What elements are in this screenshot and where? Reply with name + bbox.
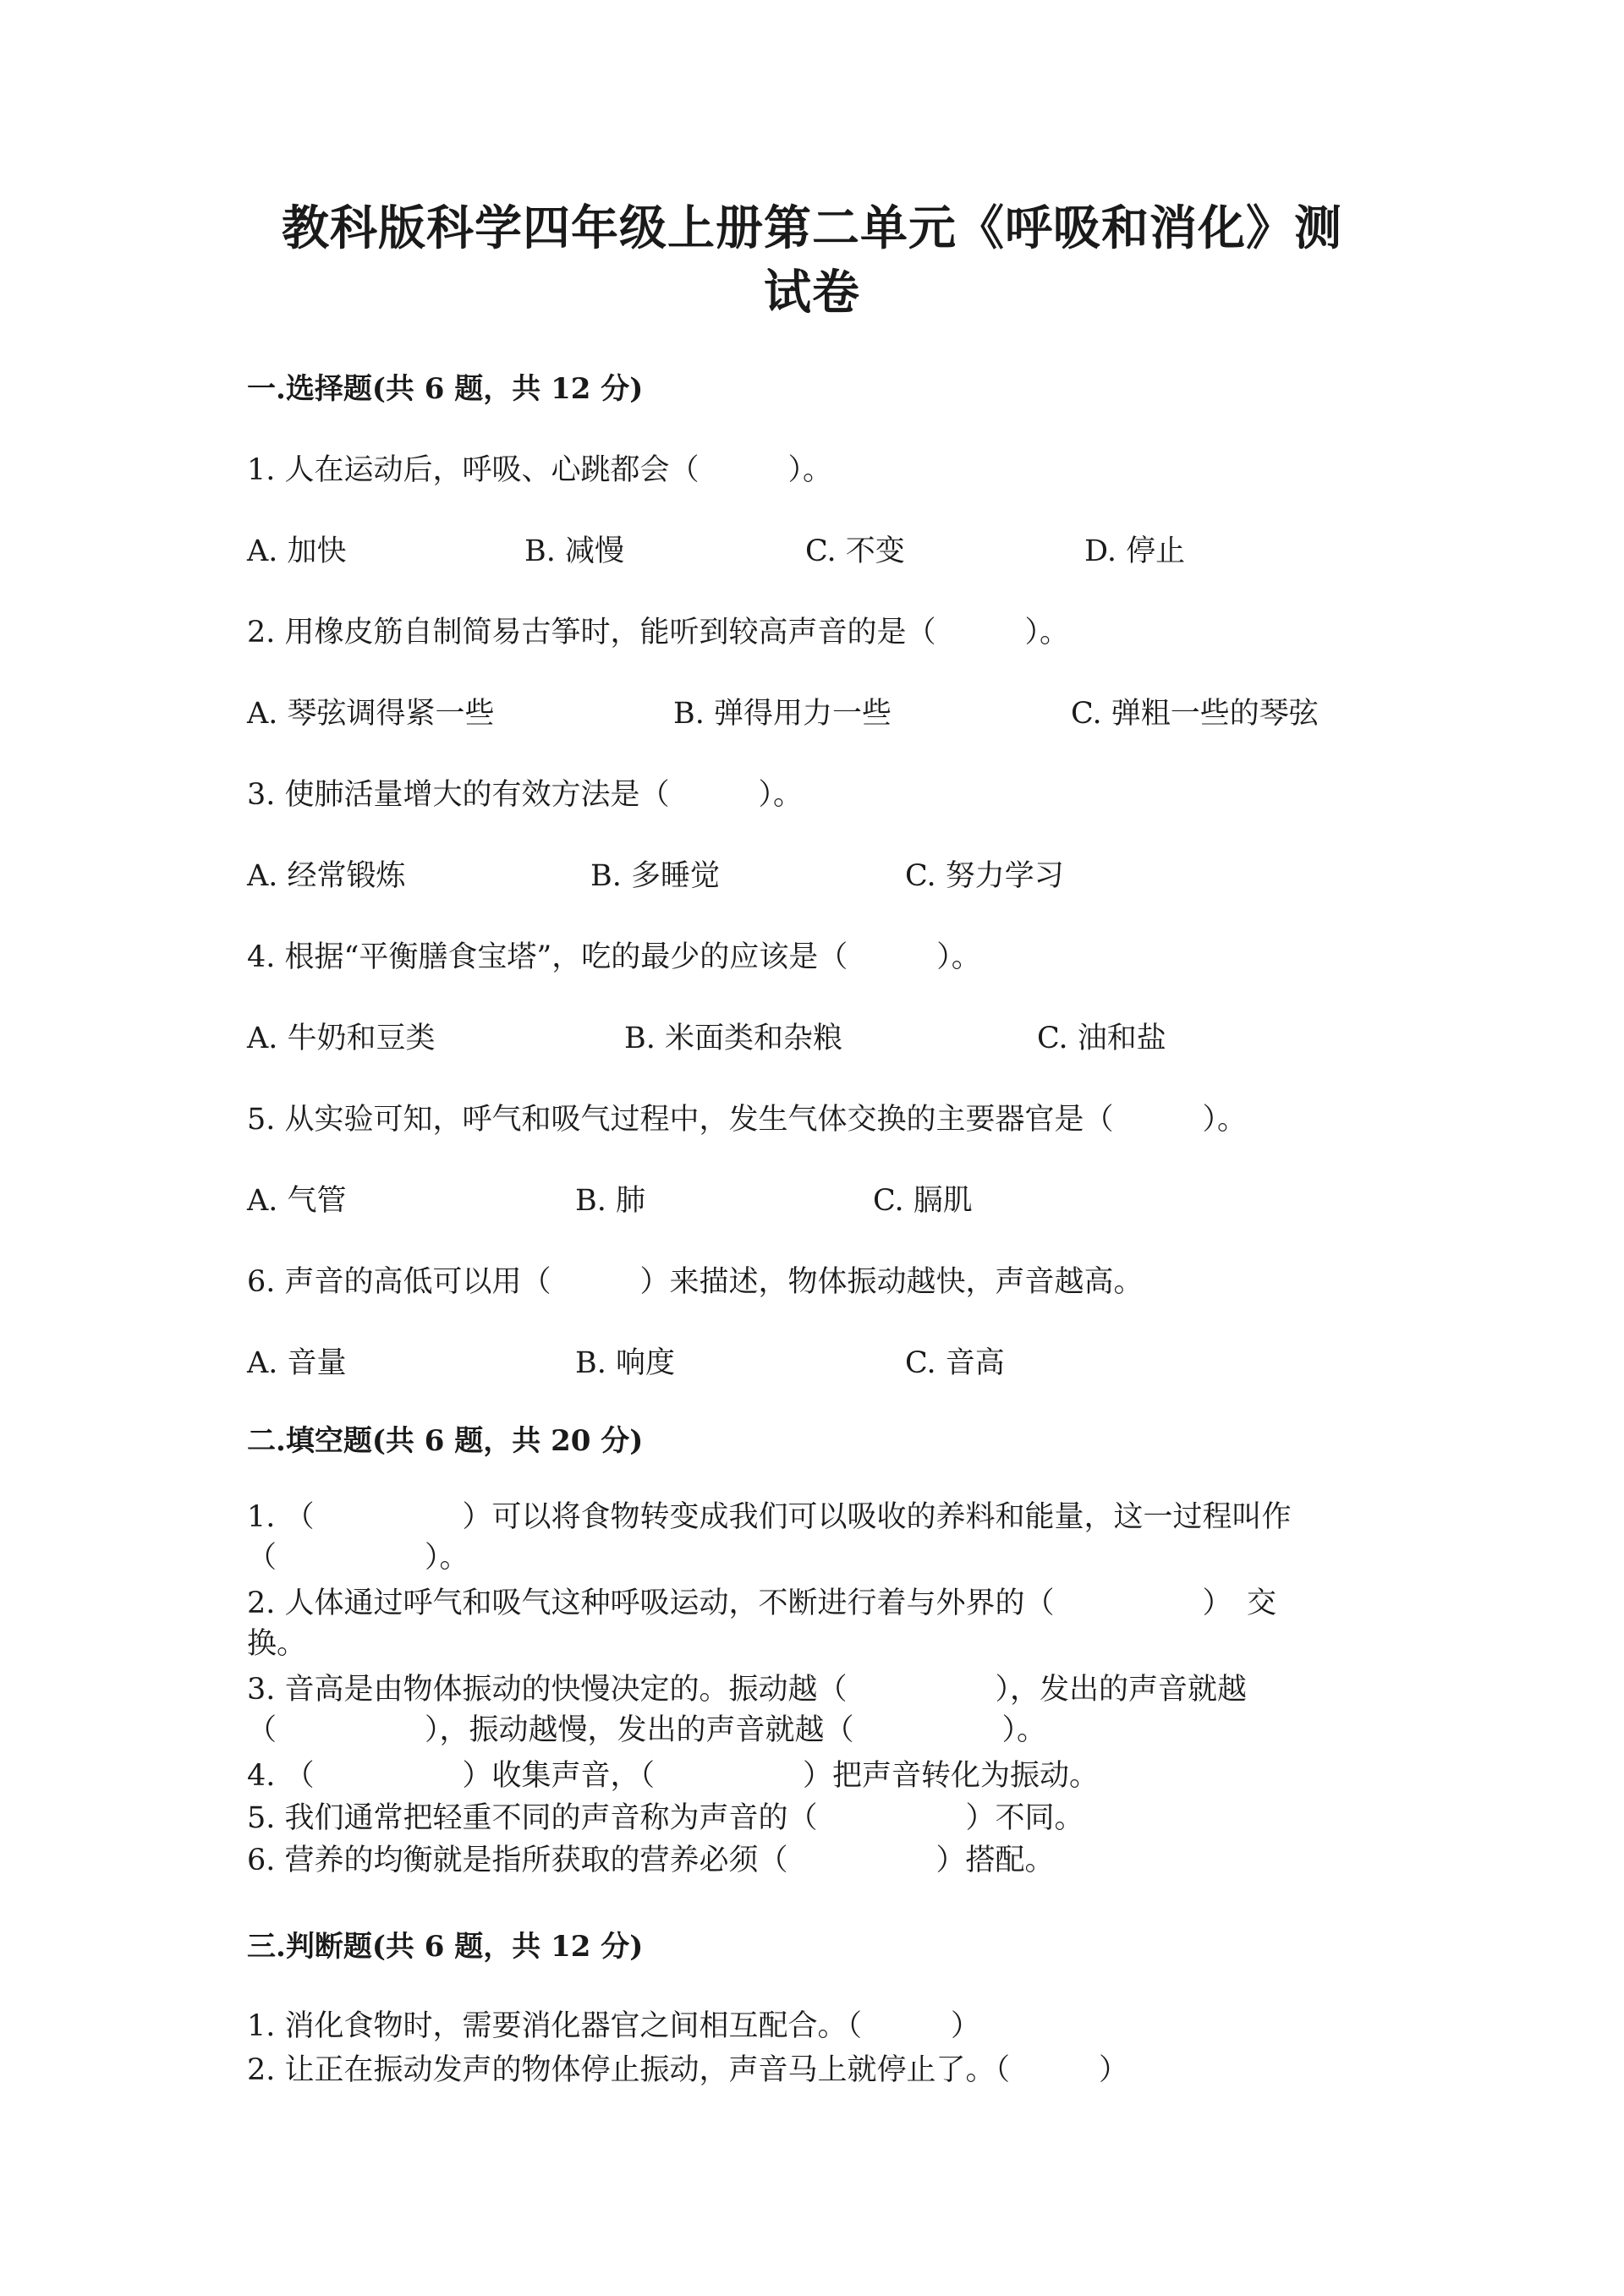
choice-q2-option-b: B. 弹得用力一些 [673, 697, 892, 731]
choice-q5-option-b: B. 肺 [575, 1184, 645, 1218]
choice-q6-option-a: A. 音量 [247, 1346, 347, 1380]
choice-q5-option-a: A. 气管 [247, 1184, 347, 1218]
fill-line-4: 4. （ ）收集声音，（ ）把声音转化为振动。 [247, 1759, 1100, 1793]
fill-line-3: 3. 音高是由物体振动的快慢决定的。振动越（ ），发出的声音就越 [247, 1673, 1248, 1707]
choice-q3-option-b: B. 多睡觉 [590, 859, 720, 893]
choice-question-3: 3. 使肺活量增大的有效方法是（ ）。 [247, 778, 804, 812]
fill-line-3-cont: （ ），振动越慢，发出的声音就越（ ）。 [247, 1713, 1047, 1747]
fill-line-1: 1. （ ）可以将食物转变成我们可以吸收的养料和能量，这一过程叫作 [247, 1500, 1292, 1534]
choice-q4-option-a: A. 牛奶和豆类 [247, 1022, 436, 1055]
choice-q1-option-b: B. 减慢 [524, 534, 624, 568]
choice-q1-option-d: D. 停止 [1084, 534, 1186, 568]
choice-q5-option-c: C. 膈肌 [873, 1184, 973, 1218]
judge-line-1: 1. 消化食物时，需要消化器官之间相互配合。（ ） [247, 2009, 981, 2043]
choice-question-1: 1. 人在运动后，呼吸、心跳都会（ ）。 [247, 453, 833, 487]
choice-q6-option-b: B. 响度 [575, 1346, 675, 1380]
fill-line-6: 6. 营养的均衡就是指所获取的营养必须（ ）搭配。 [247, 1844, 1055, 1877]
choice-question-2: 2. 用橡皮筋自制简易古筝时，能听到较高声音的是（ ）。 [247, 616, 1070, 649]
choice-q4-option-b: B. 米面类和杂粮 [624, 1022, 842, 1055]
choice-q3-option-c: C. 努力学习 [905, 859, 1064, 893]
fill-line-1-cont: （ ）。 [247, 1541, 469, 1575]
choice-q6-option-c: C. 音高 [905, 1346, 1005, 1380]
choice-q4-option-c: C. 油和盐 [1037, 1022, 1166, 1055]
choice-q1-option-a: A. 加快 [247, 534, 347, 568]
fill-line-2: 2. 人体通过呼气和吸气这种呼吸运动，不断进行着与外界的（ ） 交 [247, 1586, 1277, 1620]
choice-q3-option-a: A. 经常锻炼 [247, 859, 406, 893]
section-heading-judge: 三.判断题(共 6 题，共 12 分) [247, 1930, 644, 1964]
fill-line-5: 5. 我们通常把轻重不同的声音称为声音的（ ）不同。 [247, 1801, 1084, 1835]
choice-q2-option-a: A. 琴弦调得紧一些 [247, 697, 495, 731]
choice-question-4: 4. 根据“平衡膳食宝塔”，吃的最少的应该是（ ）。 [247, 940, 981, 974]
choice-q2-option-c: C. 弹粗一些的琴弦 [1071, 697, 1319, 731]
section-heading-choice: 一.选择题(共 6 题，共 12 分) [247, 372, 644, 406]
title-line-1: 教科版科学四年级上册第二单元《呼吸和消化》测 [282, 200, 1342, 256]
fill-line-2-cont: 换。 [247, 1627, 307, 1661]
choice-q1-option-c: C. 不变 [805, 534, 905, 568]
choice-question-6: 6. 声音的高低可以用（ ）来描述，物体振动越快，声音越高。 [247, 1265, 1144, 1299]
exam-title [211, 196, 1413, 325]
section-heading-fill: 二.填空题(共 6 题，共 20 分) [247, 1424, 644, 1458]
title-line-2: 试卷 [764, 265, 860, 321]
choice-question-5: 5. 从实验可知，呼气和吸气过程中，发生气体交换的主要器官是（ ）。 [247, 1103, 1248, 1137]
judge-line-2: 2. 让正在振动发声的物体停止振动，声音马上就停止了。（ ） [247, 2053, 1129, 2087]
